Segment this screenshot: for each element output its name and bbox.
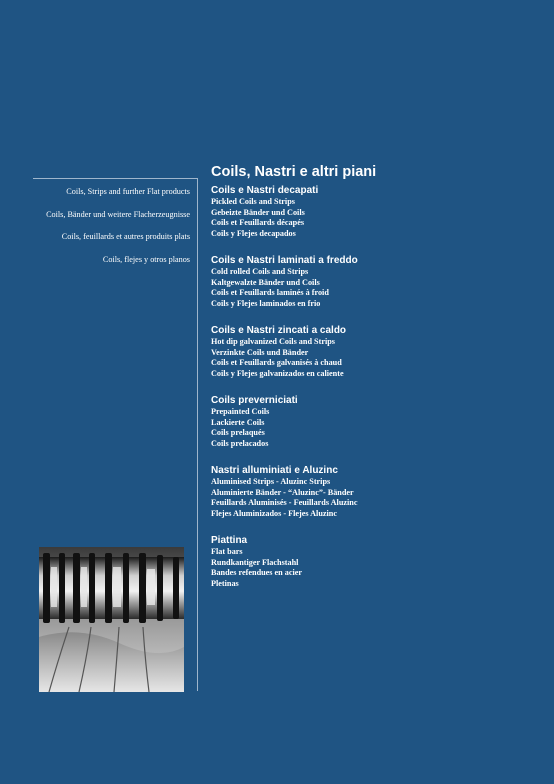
title-spanish: Coils, flejes y otros planos xyxy=(102,254,190,264)
section-line: Kaltgewalzte Bänder und Coils xyxy=(211,277,320,287)
title-english: Coils, Strips and further Flat products xyxy=(66,187,190,196)
section-title: Coils e Nastri laminati a freddo xyxy=(211,255,358,266)
section-line: Coils y Flejes decapados xyxy=(211,228,296,238)
section-line: Gebeizte Bänder und Coils xyxy=(211,207,305,217)
section-line: Rundkantiger Flachstahl xyxy=(211,557,299,567)
section-line: Feuillards Aluminisés - Feuillards Aluzinc xyxy=(211,498,358,507)
section-line: Coils y Flejes laminados en frio xyxy=(211,298,321,308)
section-prepainted xyxy=(211,395,541,449)
product-sections xyxy=(211,185,541,605)
section-line: Flat bars xyxy=(211,547,243,556)
section-title: Nastri alluminiati e Aluzinc xyxy=(211,465,338,476)
section-aluminised xyxy=(211,465,541,519)
section-line: Coils et Feuillards décapés xyxy=(211,218,305,227)
section-title: Coils e Nastri decapati xyxy=(211,185,319,196)
translated-titles-list xyxy=(20,186,190,276)
section-title: Coils preverniciati xyxy=(211,395,298,406)
section-line: Cold rolled Coils and Strips xyxy=(211,267,309,276)
title-french: Coils, feuillards et autres produits plats xyxy=(61,232,190,241)
section-hot-dip-galvanized xyxy=(211,325,541,379)
section-line: Coils prelacados xyxy=(211,438,269,448)
section-line: Pletinas xyxy=(211,578,239,588)
section-line: Bandes refendues en acier xyxy=(211,568,303,577)
section-line: Aluminierte Bänder - “Aluzinc”- Bänder xyxy=(211,487,354,497)
section-line: Coils prelaqués xyxy=(211,428,265,437)
section-line: Prepainted Coils xyxy=(211,407,270,416)
section-line: Aluminised Strips - Aluzinc Strips xyxy=(211,477,331,486)
title-german: Coils, Bänder und weitere Flacherzeugnisse xyxy=(46,209,190,219)
section-line: Coils et Feuillards galvanisés à chaud xyxy=(211,358,342,367)
section-pickled xyxy=(211,185,541,239)
section-line: Flejes Aluminizados - Flejes Aluzinc xyxy=(211,508,337,518)
section-line: Coils y Flejes galvanizados en caliente xyxy=(211,368,344,378)
section-cold-rolled xyxy=(211,255,541,309)
column-divider-vertical xyxy=(197,178,198,691)
section-line: Lackierte Coils xyxy=(211,417,265,427)
section-line: Pickled Coils and Strips xyxy=(211,197,295,206)
page-title: Coils, Nastri e altri piani xyxy=(211,164,377,180)
section-title: Piattina xyxy=(211,535,248,546)
section-line: Coils et Feuillards laminés à froid xyxy=(211,288,329,297)
section-title: Coils e Nastri zincati a caldo xyxy=(211,325,347,336)
left-divider-horizontal xyxy=(33,178,197,179)
section-flat-bars xyxy=(211,535,541,589)
section-line: Hot dip galvanized Coils and Strips xyxy=(211,337,335,346)
slitting-machine-photo xyxy=(39,547,184,692)
section-line: Verzinkte Coils und Bänder xyxy=(211,347,309,357)
